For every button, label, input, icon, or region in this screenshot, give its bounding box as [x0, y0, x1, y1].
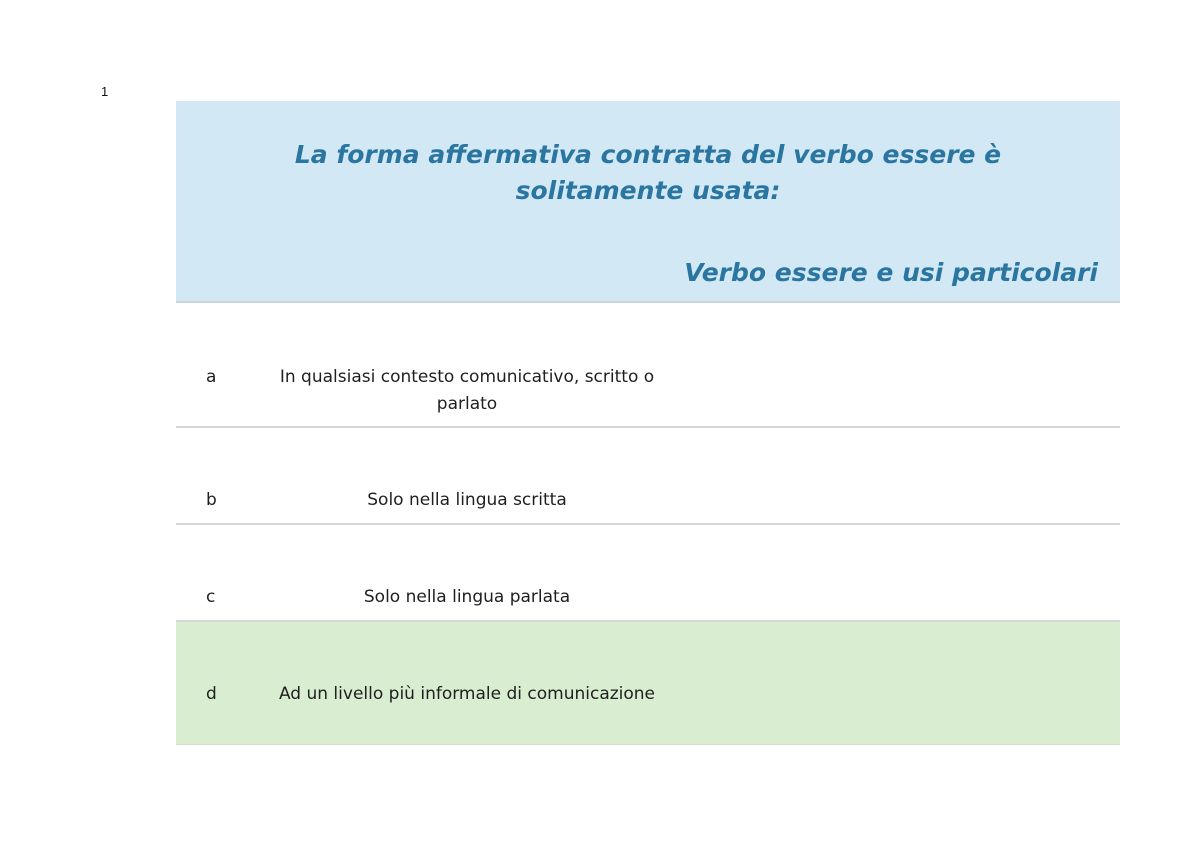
option-letter: b [206, 490, 217, 510]
page-number: 1 [101, 84, 109, 99]
option-letter: a [206, 367, 217, 387]
question-header [176, 101, 1120, 303]
topic-label: Verbo essere e usi particolari [684, 258, 1098, 287]
option-b[interactable] [176, 428, 1120, 525]
option-text: Ad un livello più informale di comunicazione [278, 684, 656, 704]
option-text: Solo nella lingua parlata [363, 587, 571, 607]
option-d-correct[interactable] [176, 622, 1120, 745]
option-a[interactable] [176, 303, 1120, 428]
option-letter: d [206, 684, 217, 704]
quiz-card [176, 101, 1120, 745]
question-text: La forma affermativa contratta del verbo essere è solitamente usata: [294, 140, 1002, 205]
option-c[interactable] [176, 525, 1120, 622]
option-letter: c [206, 587, 216, 607]
option-text: Solo nella lingua scritta [367, 490, 567, 510]
option-text: In qualsiasi contesto comunicativo, scritto o parlato [279, 367, 655, 414]
